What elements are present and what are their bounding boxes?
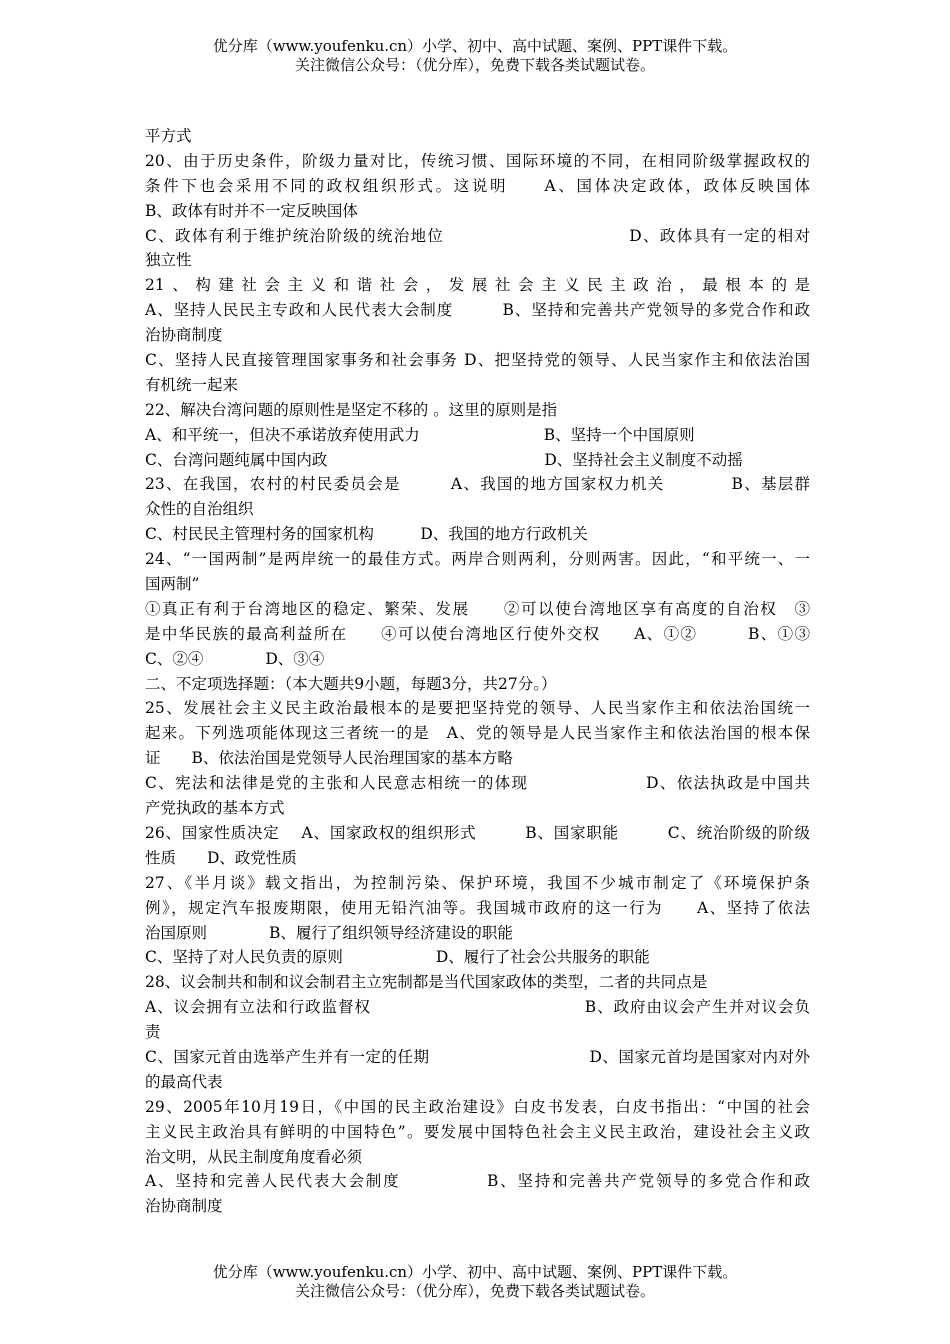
text-line: C、政体有利于维护统治阶级的统治地位 D、政体具有一定的相对 xyxy=(145,226,810,245)
text-line: C、坚持人民直接管理国家事务和社会事务 D、把坚持党的领导、人民当家作主和依法治国 xyxy=(145,351,810,370)
text-line: 21、构建社会主义和谐社会，发展社会主义民主政治，最根本的是 xyxy=(145,276,810,295)
header-line-1: 优分库（www.youfenku.cn）小学、初中、高中试题、案例、PPT课件下载。 xyxy=(212,37,738,55)
text-line: 主义民主政治具有鲜明的中国特色”。要发展中国特色社会主义民主政治，建设社会主义政 xyxy=(145,1122,810,1141)
text-line: 是中华民族的最高利益所在 ④可以使台湾地区行使外交权 A、①② B、①③ xyxy=(145,624,810,643)
text-line: A、议会拥有立法和行政监督权 B、政府由议会产生并对议会负 xyxy=(145,998,810,1017)
text-line: 独立性 xyxy=(145,251,192,270)
text-line: 治国原则 B、履行了组织领导经济建设的职能 xyxy=(145,923,513,942)
page-header xyxy=(0,37,950,75)
header-line-2: 关注微信公众号：（优分库），免费下载各类试题试卷。 xyxy=(294,56,655,74)
text-line: 23、在我国，农村的村民委员会是 A、我国的地方国家权力机关 B、基层群 xyxy=(145,475,810,494)
text-line: C、村民民主管理村务的国家机构 D、我国的地方行政机关 xyxy=(145,525,588,544)
text-line: 治文明，从民主制度角度看必须 xyxy=(145,1147,363,1166)
footer-line-2: 关注微信公众号：（优分库），免费下载各类试题试卷。 xyxy=(294,1282,655,1300)
text-line: 24、“一国两制”是两岸统一的最佳方式。两岸合则两利，分则两害。因此，“和平统一、一 xyxy=(145,550,810,569)
text-line: 20、由于历史条件，阶级力量对比，传统习惯、国际环境的不同，在相同阶级掌握政权的 xyxy=(145,151,810,170)
text-line: A、坚持人民民主专政和人民代表大会制度 B、坚持和完善共产党领导的多党合作和政 xyxy=(145,301,810,320)
text-line: 众性的自治组织 xyxy=(145,500,254,519)
text-line: 22、解决台湾问题的原则性是坚定不移的 。这里的原则是指 xyxy=(145,400,558,419)
text-line: C、台湾问题纯属中国内政 D、坚持社会主义制度不动摇 xyxy=(145,450,743,469)
text-line: 平方式 xyxy=(145,127,192,145)
exam-body xyxy=(145,124,810,1219)
text-line: 例》，规定汽车报废期限，使用无铅汽油等。我国城市政府的这一行为 A、坚持了依法 xyxy=(145,898,810,917)
text-line: 治协商制度 xyxy=(145,326,223,345)
text-line: 29、2005年10月19日，《中国的民主政治建设》白皮书发表，白皮书指出：“中国的社会 xyxy=(145,1097,810,1116)
text-line: C、国家元首由选举产生并有一定的任期 D、国家元首均是国家对内对外 xyxy=(145,1047,810,1066)
text-line: 治协商制度 xyxy=(145,1197,223,1216)
text-line: 起来。下列选项能体现这三者统一的是 A、党的领导是人民当家作主和依法治国的根本保 xyxy=(145,724,810,743)
page-footer xyxy=(0,1263,950,1301)
footer-line-1: 优分库（www.youfenku.cn）小学、初中、高中试题、案例、PPT课件下载。 xyxy=(212,1263,738,1281)
text-line: 性质 D、政党性质 xyxy=(145,848,297,867)
text-line: 28、议会制共和制和议会制君主立宪制都是当代国家政体的类型，二者的共同点是 xyxy=(145,973,708,992)
text-line: C、②④ D、③④ xyxy=(145,649,325,668)
text-line: 26、国家性质决定 A、国家政权的组织形式 B、国家职能 C、统治阶级的阶级 xyxy=(145,823,810,842)
text-line: 有机统一起来 xyxy=(145,375,239,394)
text-line: 责 xyxy=(145,1023,161,1042)
text-line: 证 B、依法治国是党领导人民治理国家的基本方略 xyxy=(145,749,513,768)
text-line: A、坚持和完善人民代表大会制度 B、坚持和完善共产党领导的多党合作和政 xyxy=(145,1172,810,1191)
text-line: 25、发展社会主义民主政治最根本的是要把坚持党的领导、人民当家作主和依法治国统一 xyxy=(145,699,810,718)
text-line: A、和平统一，但决不承诺放弃使用武力 B、坚持一个中国原则 xyxy=(145,425,695,444)
text-line: 27、《半月谈》载文指出，为控制污染、保护环境，我国不少城市制定了《环境保护条 xyxy=(145,873,810,892)
text-line: 产党执政的基本方式 xyxy=(145,799,285,818)
text-line: 国两制” xyxy=(145,575,200,594)
text-line: 二、不定项选择题：（本大题共9小题，每题3分，共27分。） xyxy=(145,674,557,693)
text-line: B、政体有时并不一定反映国体 xyxy=(145,201,358,220)
text-line: 条件下也会采用不同的政权组织形式。这说明 A、国体决定政体，政体反映国体 xyxy=(145,176,810,195)
text-line: C、坚持了对人民负责的原则 D、履行了社会公共服务的职能 xyxy=(145,948,650,967)
text-line: 的最高代表 xyxy=(145,1072,223,1091)
text-line: C、宪法和法律是党的主张和人民意志相统一的体现 D、依法执政是中国共 xyxy=(145,774,810,793)
text-line: ①真正有利于台湾地区的稳定、繁荣、发展 ②可以使台湾地区享有高度的自治权 ③ xyxy=(145,599,810,618)
